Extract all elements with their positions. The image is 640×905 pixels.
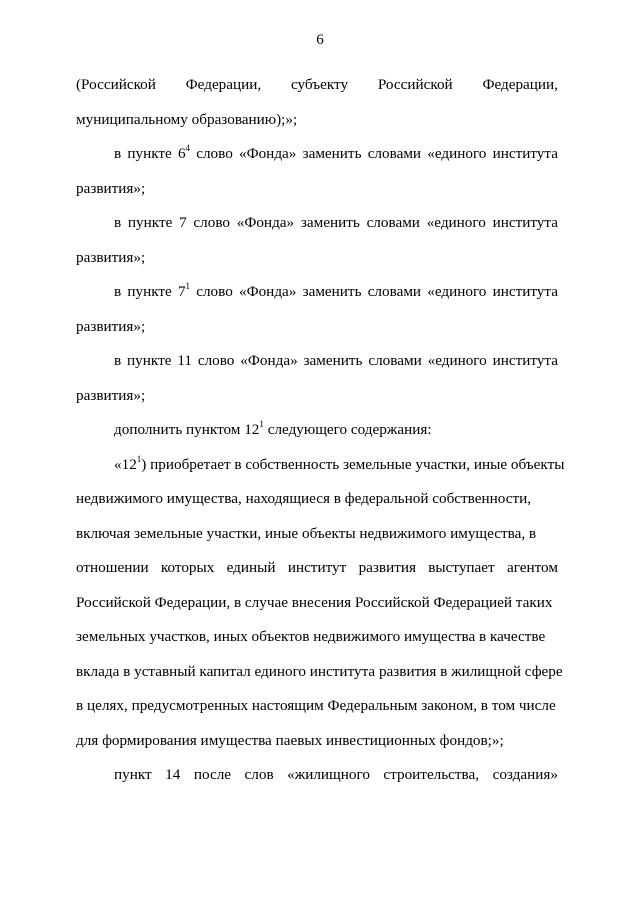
word: заменить: [303, 352, 363, 369]
line-end: развития»;: [76, 386, 146, 404]
paragraph-point-7-1: [76, 275, 558, 310]
word: «единого: [427, 352, 487, 369]
word: пункте: [127, 214, 173, 231]
word: в: [114, 352, 122, 369]
word: «Фонда»: [236, 214, 295, 231]
word: института: [492, 283, 558, 300]
text: дополнить пунктом 12: [114, 421, 260, 438]
word: «жилищного: [287, 766, 370, 783]
text: «12: [114, 455, 137, 473]
word: которых: [160, 559, 215, 576]
word: словами: [368, 352, 422, 369]
point-number: 14: [165, 766, 181, 783]
point-number: 6: [177, 145, 186, 162]
word: «единого: [427, 283, 487, 300]
point-number: 7: [179, 214, 187, 231]
superscript: 1: [185, 281, 191, 291]
word: институт: [287, 559, 347, 576]
word: заменить: [302, 145, 362, 162]
line-1: [76, 68, 558, 103]
word: «Фонда»: [239, 145, 297, 162]
word: в: [114, 283, 122, 300]
word: Федерации,: [482, 76, 558, 93]
word: развития: [358, 559, 416, 576]
word: (Российской: [76, 76, 156, 93]
paragraph-point-14: [76, 758, 558, 793]
quote-line-5: Российской Федерации, в случае внесения Российской Федерацией таких: [76, 593, 553, 611]
word: «единого: [427, 145, 487, 162]
superscript: 4: [185, 143, 191, 153]
quote-line-2: недвижимого имущества, находящиеся в федеральной собственности,: [76, 490, 532, 507]
superscript: 1: [136, 453, 142, 464]
word: словами: [366, 214, 420, 231]
word: создания»: [492, 766, 558, 783]
word: института: [492, 352, 558, 369]
word: Российской: [377, 76, 453, 93]
word: института: [492, 214, 558, 231]
word: в: [114, 214, 122, 231]
quote-line-9: для формирования имущества паевых инвестиционных фондов;»;: [76, 731, 504, 749]
point-number: 11: [177, 352, 192, 369]
word-with-sup: [178, 275, 190, 310]
word: слов: [244, 766, 274, 783]
document-body: [76, 68, 565, 793]
paragraph-add-point-12-1: [76, 413, 558, 448]
line-end: развития»;: [76, 179, 146, 197]
text: ) приобретает в собственность земельные участки, иные объекты: [141, 455, 565, 473]
word: «единого: [426, 214, 486, 231]
word: словами: [367, 283, 422, 300]
word: «Фонда»: [239, 283, 297, 300]
paragraph-point-11: [76, 344, 558, 379]
page-number: 6: [316, 32, 324, 48]
quote-line-1: [76, 448, 565, 483]
word: выступает: [428, 559, 495, 576]
word: после: [193, 766, 232, 783]
word: отношении: [76, 559, 149, 576]
word: словами: [367, 145, 422, 162]
line-end: развития»;: [76, 317, 146, 335]
word-with-sup: [178, 137, 190, 172]
quote-line-7: вклада в уставный капитал единого института развития в жилищной сфере: [76, 662, 563, 680]
word: пункте: [127, 283, 172, 300]
paragraph-point-7: [76, 206, 558, 241]
quote-line-6: земельных участков, иных объектов недвижимого имущества в качестве: [76, 628, 546, 645]
quote-line-3: включая земельные участки, иные объекты недвижимого имущества, в: [76, 524, 537, 542]
word: слово: [196, 283, 233, 300]
text: следующего содержания:: [263, 421, 432, 438]
word: «Фонда»: [240, 352, 298, 369]
word: пункт: [114, 766, 152, 783]
word: Федерации,: [185, 76, 262, 93]
word: института: [492, 145, 558, 162]
point-number: 7: [177, 283, 186, 300]
word: единый: [226, 559, 276, 576]
word: слово: [193, 214, 230, 231]
superscript: 1: [259, 419, 264, 429]
paragraph-point-6-4: [76, 137, 558, 172]
word: пункте: [127, 145, 172, 162]
quote-line-4: [76, 551, 558, 586]
word: в: [114, 145, 122, 162]
word: слово: [196, 145, 233, 162]
line-end: развития»;: [76, 248, 146, 266]
word: пункте: [127, 352, 172, 369]
line-2: муниципальному образованию);»;: [76, 110, 298, 128]
word: строительства,: [383, 766, 480, 783]
quote-line-8: в целях, предусмотренных настоящим Федеральным законом, в том числе: [76, 697, 556, 714]
word: субъекту: [290, 76, 349, 93]
word: заменить: [302, 283, 362, 300]
word: заменить: [300, 214, 360, 231]
word: слово: [197, 352, 235, 369]
word: агентом: [506, 559, 558, 576]
